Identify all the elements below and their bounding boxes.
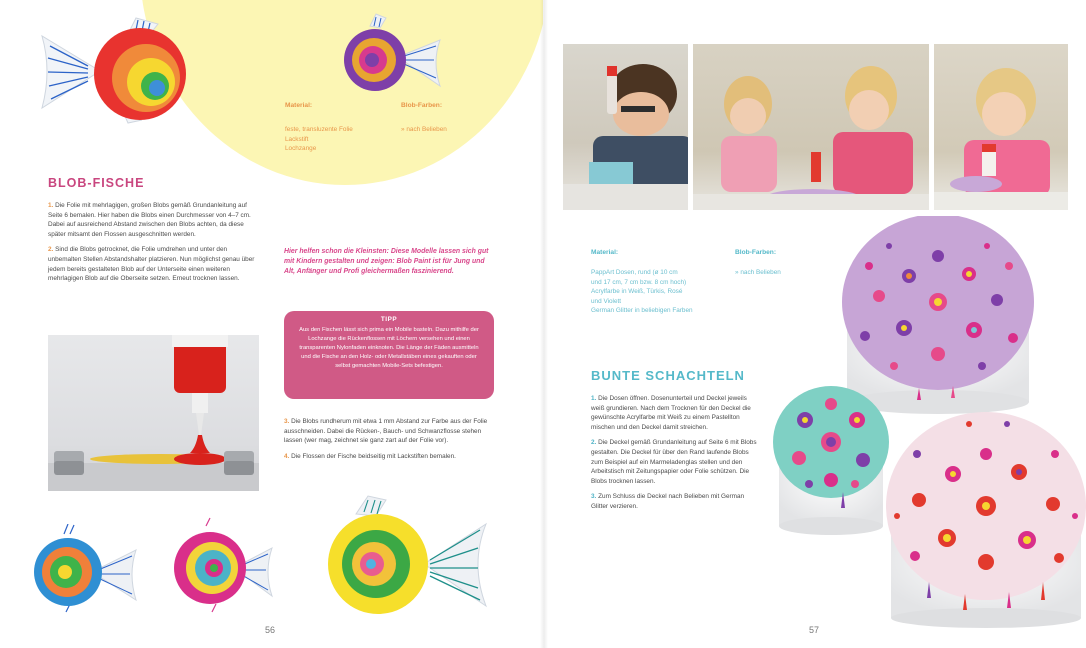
materials-label: Material: — [285, 102, 313, 109]
photo-two-girls-painting — [693, 44, 929, 210]
blob-colors-value: » nach Belieben — [735, 269, 781, 276]
fish-illustration-red — [38, 16, 190, 124]
material-item: Lackstift — [285, 135, 309, 143]
step-2: 2. Die Deckel gemäß Grundanleitung auf Seite 6 mit Blobs gestalten. Die Deckel für über den Rand laufende Blobs zum Beispiel auf ein Marmeladenglas stellen und den Arbeitstisch mit Zeitungspapier oder Folie schützen. Die Blobs trocknen lassen. — [591, 439, 757, 485]
material-item: German Glitter in beliebigen Farben — [591, 307, 693, 315]
blob-colors-label: Blob-Farben: — [735, 249, 777, 256]
material-item: Acrylfarbe in Weiß, Türkis, Rosé — [591, 288, 683, 296]
instructions-column-1 — [48, 201, 256, 290]
blob-colors-value: » nach Belieben — [401, 126, 447, 133]
fish-illustration-blue — [30, 524, 140, 616]
tip-title: TIPP — [380, 316, 398, 323]
material-item: und 17 cm, 7 cm bzw. 8 cm hoch) — [591, 278, 687, 286]
tip-text: Aus den Fischen lässt sich prima ein Mobile basteln. Dazu mithilfe der Lochzange die Rückenflossen mit Löchern versehen und einen transparenten Nylonfaden einknoten. Die Länge der Fäden ausmitteln und die Fische an den Holz- oder Metallstäben eines gekauften oder selbst gemachten Mobile-Sets befestigen. — [299, 327, 479, 369]
step-3: 3. Die Blobs rundherum mit etwa 1 mm Abstand zur Farbe aus der Folie ausschneiden. Dabei die Rücken-, Bauch- und Schwanzflosse stehen lassen (wer mag, zeichnet sie ganz zart auf der Folie vor). — [284, 418, 488, 445]
material-item: feste, transluzente Folie — [285, 126, 353, 133]
step-4: 4. Die Flossen der Fische beidseitig mit Lackstiften bemalen. — [284, 452, 456, 460]
section-title-bunte-schachteln: BUNTE SCHACHTELN — [591, 368, 745, 383]
page-number-right: 57 — [809, 625, 820, 635]
material-item: PappArt Dosen, rund (ø 10 cm — [591, 269, 678, 276]
material-item: Lochzange — [285, 145, 317, 153]
book-gutter-shadow — [540, 0, 548, 648]
fish-illustration-yellow — [320, 494, 490, 622]
step-1: 1. Die Folie mit mehrlagigen, großen Blobs gemäß Grundanleitung auf Seite 6 bemalen. Hier haben die Blobs einen Durchmesser von 4–7 cm. Dabei auf ausreichend Abstand zwischen den Blobs achten, da diese später mitsamt den Flossen ausgeschnitten werden. — [48, 202, 251, 238]
photo-paint-bottle — [48, 335, 259, 491]
step-2: 2. Sind die Blobs getrocknet, die Folie umdrehen und unter den unbemalten Stellen Abstandshalter platzieren. Nun möglichst genau über jedem bereits gestalteten Blob auf der Unterseite einen weiteren mehrlagigen Blob auf die Oberseite setzen. Erneut trocknen lassen. — [48, 246, 255, 283]
blob-colors-label: Blob-Farben: — [401, 102, 443, 109]
materials-list — [591, 268, 736, 316]
materials-label: Material: — [591, 249, 619, 256]
fish-illustration-pink — [172, 516, 277, 616]
fish-illustration-purple — [340, 12, 445, 107]
decorated-boxes-photo — [769, 216, 1086, 628]
materials-list — [285, 125, 353, 154]
instructions-right — [591, 394, 757, 518]
instructions-column-2 — [284, 417, 494, 467]
photo-boy-painting — [563, 44, 688, 210]
right-page — [543, 0, 1086, 648]
photo-girl-painting — [934, 44, 1068, 210]
page-number-left: 56 — [265, 625, 276, 635]
intro-text: Hier helfen schon die Kleinsten: Diese Modelle lassen sich gut mit Kindern gestalten und zeigen: Blob Paint ist für Jung und Alt, Anfänger und Profi gleichermaßen faszinierend. — [284, 248, 489, 275]
material-item: und Violett — [591, 297, 622, 305]
step-3: 3. Zum Schluss die Deckel nach Belieben mit German Glitter verzieren. — [591, 493, 745, 510]
tip-box — [284, 311, 494, 399]
section-title-blob-fische: BLOB-FISCHE — [48, 176, 145, 190]
step-1: 1. Die Dosen öffnen. Dosenunterteil und Deckel jeweils weiß grundieren. Nach dem Trocknen für den Deckel die gewünschte Acrylfarbe mit Weiß zu einem Pastellton mischen und den Deckel damit streichen. — [591, 395, 751, 431]
